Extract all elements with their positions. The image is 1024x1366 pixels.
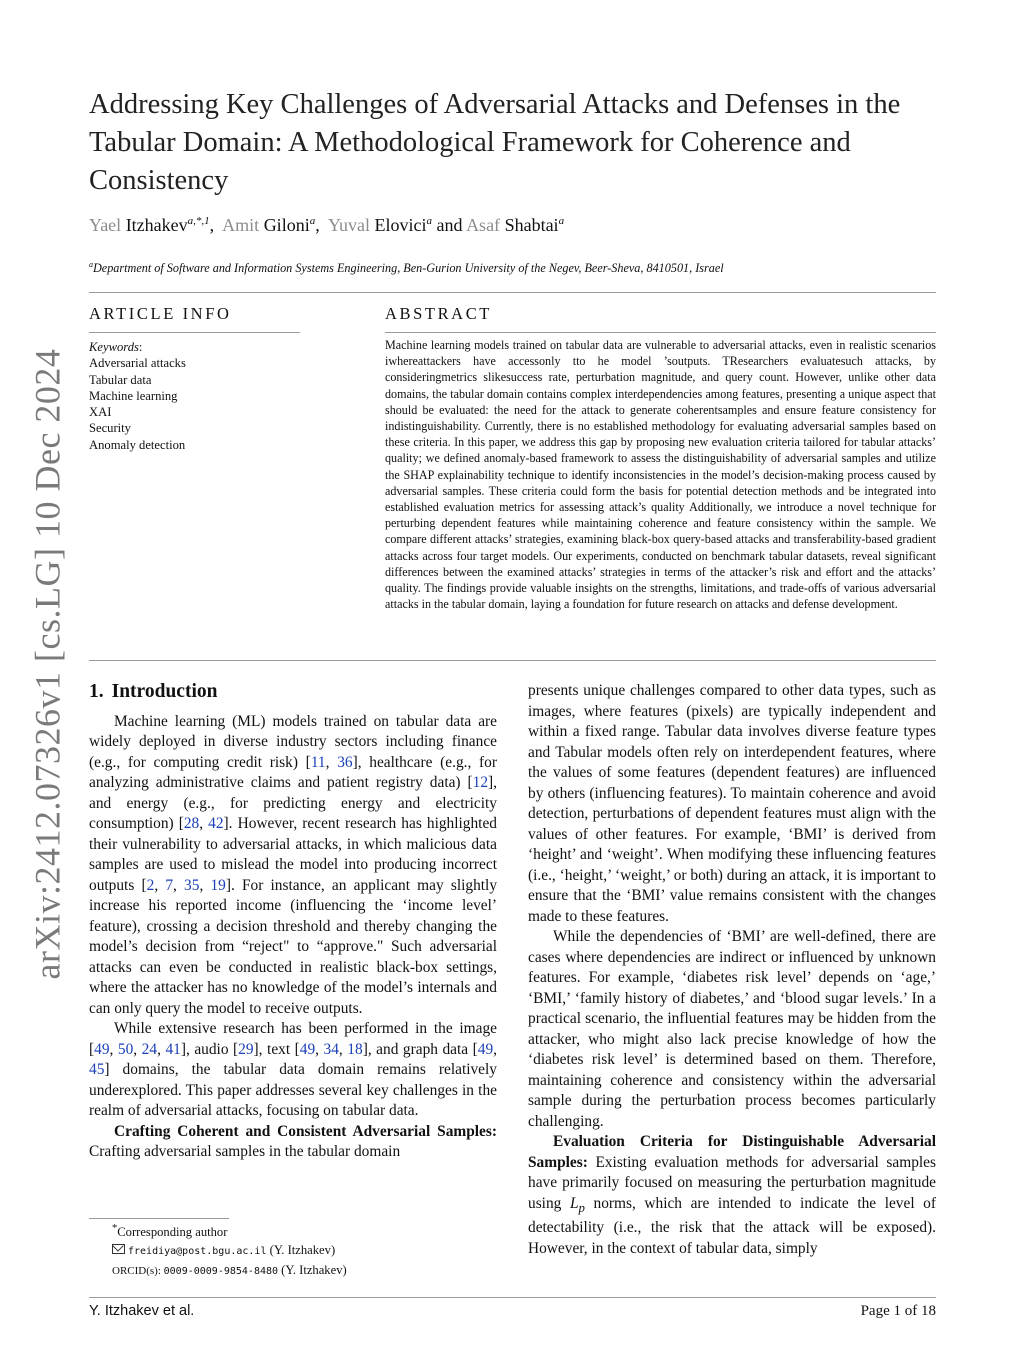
paragraph: presents unique challenges compared to other data types, such as images, where features (pixels) are typically independent and within a fixed range. Tabular data involves diverse feature types and Tabular models often rely on interdependent features, where the values of some features (dependent features) are influenced by others (influencing features). To maintain coherence and avoid detection, perturbations of dependent features must align with the values of other features. For example, ‘BMI’ is derived from ‘height’ and ‘weight’. When modifying these influencing features (i.e., ‘height,’ ‘weight,’ or both) during an attack, it is important to ensure that the ‘BMI’ value remains consistent with the changes made to these features. xyxy=(528,682,936,925)
citation-link[interactable]: 45 xyxy=(89,1061,105,1078)
keyword: XAI xyxy=(89,405,112,420)
paragraph: Machine learning (ML) models trained on tabular data are widely deployed in diverse industry sectors including finance (e.g., for computing credit risk) [11, 36], healthcare (e.g., for analyzing administrative claims and patient registry data) [12], and energy (e.g., for predicting energy and electricity consumption) [28, 42]. However, recent research has highlighted their vulnerability to adversarial attacks, in which malicious data samples are used to mislead the model into producing incorrect outputs [2, 7, 35, 19]. For instance, an applicant may slightly increase his reported income (influencing the ‘income level’ feature), crossing a decision threshold and thereby changing the model’s decision from “reject" to “approve." Such adversarial attacks can even be conducted in realistic black-box settings, where the attacker has no knowledge of the model’s internals and can only query the model to receive outputs. xyxy=(89,712,498,1017)
citation-link[interactable]: 18 xyxy=(347,1040,363,1058)
citation-link[interactable]: 34 xyxy=(323,1040,339,1058)
citation-link[interactable]: 50 xyxy=(117,1040,134,1058)
orcid-id: 0009-0009-9854-8480 xyxy=(163,1266,279,1278)
email-link[interactable]: freidiya@post.bgu.ac.il xyxy=(128,1246,267,1258)
author: Yuval Elovici$^a$ xyxy=(328,215,433,235)
section-heading: 1. Introduction xyxy=(89,681,218,702)
article-info-rule xyxy=(89,332,300,333)
right-column xyxy=(528,681,936,1259)
citation-link[interactable]: 36 xyxy=(337,753,353,771)
citation-link[interactable]: 35 xyxy=(184,876,200,894)
article-info-heading: ARTICLE INFO xyxy=(89,304,232,323)
paper-title: Addressing Key Challenges of Adversarial Attacks and Defenses in the Tabular Domain: A Methodological Framework for Coherence and Consistency xyxy=(89,89,901,196)
paragraph: Evaluation Criteria for Distinguishable Adversarial Samples: Existing evaluation methods for adversarial samples have primarily focused on measuring the perturbation magnitude using $L_p$ norms, which are intended to indicate the level of detectability (i.e., the risk that the attack will be exposed). However, in the context of tabular data, simply xyxy=(528,1133,936,1257)
abstract-text: Machine learning models trained on tabular data are vulnerable to adversarial attacks, even in realistic scenarios iwhereattackers have accessonly tto he model ’soutputs. TResearchers evaluatesuch attacks, by consideringmetrics slikesuccess rate, perturbation magnitude, and query count. However, unlike other data domains, the tabular domain contains complex interdependencies among features, presenting a unique aspect that should be evaluated: the need for the attack to generate coherentsamples and ensure feature consistency for indistinguishability. Currently, there is no established methodology for evaluating adversarial samples based on these criteria. In this paper, we address this gap by proposing new evaluation criteria tailored for tabular attacks’ quality; we defined anomaly-based framework to assess the distinguishability of adversarial samples and utilize the SHAP explainability technique to identify inconsistencies in the model’s decision-making process caused by adversarial samples. These criteria could form the basis for potential detection methods and be integrated into established evaluation metrics for assessing attack’s quality Additionally, we introduce a novel technique for perturbing dependent features while maintaining coherence and feature consistency within the sample. We compare different attacks’ strategies, examining black-box query-based attacks and transferability-based gradient attacks across four target models. Our experiments, conducted on benchmark tabular datasets, reveal significant differences between the examined attacks’ strategies in terms of the attacker’s risk and effort and the attacks’ quality. The findings provide valuable insights on the strengths, limitations, and trade-offs of various adversarial attacks in the tabular domain, laying a foundation for future research on attacks and defense development. xyxy=(385,338,936,612)
citation-link[interactable]: 41 xyxy=(165,1040,181,1058)
citation-link[interactable]: 49 xyxy=(94,1040,110,1058)
arxiv-identifier: arXiv:2412.07326v1 [cs.LG] 10 Dec 2024 xyxy=(27,348,68,980)
affiliation: $^a$Department of Software and Information Systems Engineering, Ben-Gurion University of the Negev, Beer-Sheva, 8410501, Israel xyxy=(89,260,724,276)
citation-link[interactable]: 49 xyxy=(299,1040,316,1058)
paragraph: While the dependencies of ‘BMI’ are well-defined, there are cases where dependencies are indirect or influenced by unknown features. For example, ‘diabetes risk level’ depends on ‘age,’ ‘BMI,’ ‘family history of diabetes,’ and ‘blood sugar levels.’ In a practical scenario, the influential features may be hidden from the attacker, who might also lack precise knowledge of how the ‘diabetes risk level’ is determined based on them. Therefore, maintaining coherence and consistency within the adversarial sample during the perturbation process becomes particularly challenging. xyxy=(528,928,936,1130)
keywords-block: Keywords: Adversarial attacks Tabular data Machine learning XAI Security Anomaly detection xyxy=(89,340,186,452)
keywords-label: Keywords xyxy=(89,340,139,354)
footer-rule xyxy=(89,1297,936,1298)
citation-link[interactable]: 19 xyxy=(210,876,226,894)
keyword: Anomaly detection xyxy=(89,437,186,452)
paragraph: Crafting Coherent and Consistent Adversarial Samples: Crafting adversarial samples in the tabular domain xyxy=(89,1122,497,1160)
citation-link[interactable]: 49 xyxy=(477,1040,494,1058)
left-column xyxy=(89,682,497,1163)
author: Yael Itzhakev$^{a,*,1}$ xyxy=(89,215,210,235)
author: Amit Giloni$^a$ xyxy=(222,215,316,235)
keyword: Adversarial attacks xyxy=(89,356,186,371)
citation-link[interactable]: 11 xyxy=(310,753,326,771)
abstract-bottom-rule xyxy=(89,660,936,661)
page-number: Page 1 of 18 xyxy=(860,1303,936,1319)
footnotes xyxy=(112,1220,347,1281)
corresponding-author-note: *Corresponding author xyxy=(112,1223,228,1240)
footnote-rule xyxy=(89,1218,229,1219)
footer-authors: Y. Itzhakev et al. xyxy=(89,1303,195,1319)
envelope-icon xyxy=(112,1244,125,1254)
paragraph: While extensive research has been performed in the image [49, 50, 24, 41], audio [29], text [49, 34, 18], and graph data [49, 45] domains, the tabular data domain remains relatively underexplored. This paper addresses several key challenges in the realm of adversarial attacks, focusing on tabular data. xyxy=(89,1020,498,1119)
citation-link[interactable]: 24 xyxy=(141,1040,158,1058)
keyword: Tabular data xyxy=(89,372,152,387)
citation-link[interactable]: 28 xyxy=(183,815,200,832)
citation-link[interactable]: 7 xyxy=(165,876,174,894)
abstract-heading: ABSTRACT xyxy=(385,304,492,323)
author-list: Yael Itzhakev$^{a,*,1}$, Amit Giloni$^a$, Yuval Elovici$^a$ and Asaf Shabtai$^a$ xyxy=(89,215,565,235)
author: Asaf Shabtai$^a$ xyxy=(466,215,565,235)
citation-link[interactable]: 2 xyxy=(146,876,155,894)
citation-link[interactable]: 12 xyxy=(472,774,489,791)
abstract-rule xyxy=(385,332,936,333)
citation-link[interactable]: 29 xyxy=(238,1040,254,1058)
email-note: freidiya@post.bgu.ac.il (Y. Itzhakev) xyxy=(112,1241,347,1261)
orcid-note: ORCID(s): 0009-0009-9854-8480 (Y. Itzhakev) xyxy=(112,1263,347,1278)
keyword: Security xyxy=(89,421,131,436)
citation-link[interactable]: 42 xyxy=(208,815,224,832)
header-rule xyxy=(89,292,936,293)
keyword: Machine learning xyxy=(89,388,178,403)
